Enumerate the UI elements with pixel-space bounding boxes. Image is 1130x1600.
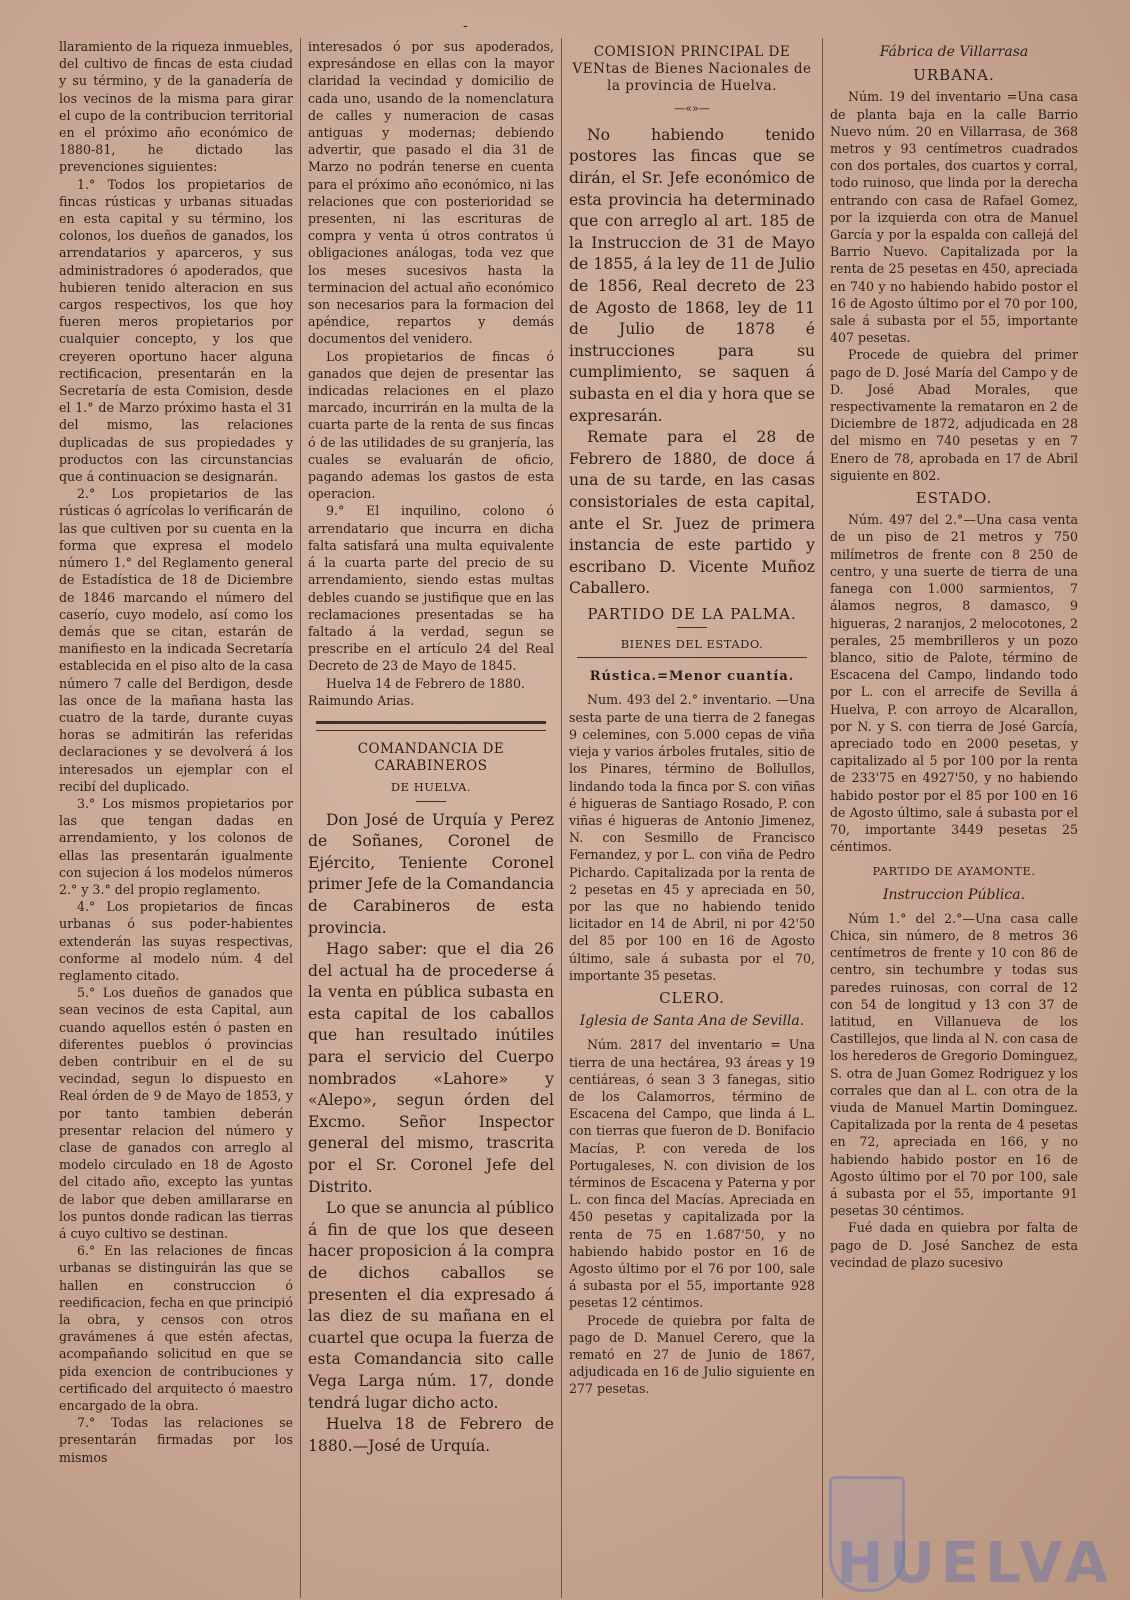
archive-watermark [800, 1470, 1130, 1600]
column-rule [300, 38, 301, 1598]
partido-heading: PARTIDO DE LA PALMA. [587, 604, 797, 623]
estado-heading: ESTADO. [915, 489, 993, 508]
notice-body [308, 810, 554, 1458]
paragraph: Huelva 18 de Febrero de 1880.—José de Urquía. [308, 1415, 554, 1455]
shield-icon [829, 1476, 905, 1592]
urbana-heading: URBANA. [913, 66, 995, 85]
column-rule [561, 38, 562, 1598]
page-mark: - [463, 18, 468, 34]
bienes-heading: BIENES DEL ESTADO. [620, 637, 764, 652]
paragraph: 2.° Los propietarios de las rústicas ó agrícolas lo verificarán de las que cultiven por su cuenta en la forma que expresa el modelo número 1.° del Reglamento general de Estadística de 18 de Diciembre de 1846 marcando el número del caserío, cuyo modelo, así como los demás que se citan, estarán de manifiesto en la indicada Secretaría establecida en el piso alto de la casa número 7 calle del Berdigon, desde las once de la mañana hasta las cuatro de la tarde, durante cuyas horas se admitirán las referidas declaraciones y se devolverá á los interesados un ejemplar con el recibí del duplicado. [59, 486, 293, 794]
section-title: COMANDANCIA DE CARABINEROS [357, 740, 505, 775]
column-1 [52, 38, 300, 1598]
paragraph: Los propietarios de fincas ó ganados que dejen de presentar las indicadas relaciones en el plazo marcado, incurrirán en la multa de la cuarta parte de la renta de sus fincas ó de las utilidades de su granjería, las cuales se evaluarán de oficio, pagando ademas los gastos de esta operacion. [308, 348, 554, 502]
section-title: COMISION PRINCIPAL DE VENtas de Bienes Nacionales de la provincia de Huelva. [572, 44, 812, 95]
paragraph: llaramiento de la riqueza inmuebles, del cultivo de fincas de esta ciudad y su término, y de la ganadería de los vecinos de la misma para girar el cupo de la contribucion territorial en el próximo año económico de 1880-81, he dictado las prevenciones siguientes: [59, 39, 293, 175]
paragraph: Remate para el 28 de Febrero de 1880, de doce á una de su tarde, en las casas consistoriales de esta capital, ante el Sr. Juez de primera instancia de este partido y escribano D. Vicente Muñoz Caballero. [569, 428, 815, 598]
paragraph: 7.° Todas las relaciones se presentarán firmadas por los mismos [59, 1415, 293, 1465]
column-rule [822, 38, 823, 1598]
divider [577, 657, 807, 658]
paragraph: Fué dada en quiebra por falta de pago de D. José Sanchez de esta vecindad de plazo sucesivo [830, 1220, 1078, 1270]
paragraph: 5.° Los dueños de ganados que sean vecinos de esta Capital, aun cuando aquellos estén ó pasten en diferentes pueblos ó provincias deben contribuir en el de su vecindad, segun lo dispuesto en Real órden de 9 de Mayo de 1853, y por tanto tambien deberán presentar relacion del número y clase de ganados con arreglo al modelo circulado en 18 de Agosto del citado año, excepto las yuntas de labor que deben amillararse en los puntos donde radican las tierras á cuyo cultivo se destinan. [59, 985, 293, 1242]
signature: Raimundo Arias. [308, 692, 415, 708]
column-3 [562, 38, 822, 1598]
intro-body [569, 125, 815, 600]
paragraph: 4.° Los propietarios de fincas urbanas ó sus poder-habientes extenderán las suyas respectivas, conforme al modelo núm. 4 del reglamento citado. [59, 899, 293, 983]
paragraph: Lo que se anuncia al público á fin de que los que deseen hacer proposicion á la compra de dichos caballos se presenten el dia expresado á las diez de su mañana en el cuartel que ocupa la fuerza de esta Comandancia sito calle Vega Larga núm. 17, donde tendrá lugar dicho acto. [308, 1199, 554, 1412]
ayamonte-heading: PARTIDO DE AYAMONTE. [872, 864, 1036, 879]
paragraph: Hago saber: que el dia 26 del actual ha de procederse á la venta en pública subasta en esta capital de los caballos que han resultado inútiles para el servicio del Cuerpo nombrados «Lahore» y «Alepo», segun órden del Excmo. Señor Inspector general del mismo, trascrita por el Sr. Coronel Jefe del Distrito. [308, 940, 554, 1196]
paragraph: 9.° El inquilino, colono ó arrendatario que incurra en dicha falta satisfará una multa equivalente á la cuarta parte del precio de su arrendamiento, siendo estas multas debles cuando se justifique que en las reclamaciones presentadas se ha faltado á la verdad, segun se prescribe en el artículo 24 del Real Decreto de 23 de Mayo de 1845. [308, 503, 554, 674]
column-4 [823, 38, 1085, 1598]
columns [52, 38, 1116, 1598]
divider [416, 801, 446, 802]
paragraph: Procede de quiebra por falta de pago de D. Manuel Cerero, que la remató en 27 de Junio de 1867, adjudicada en 16 de Julio siguiente en 277 pesetas. [569, 1312, 815, 1397]
paragraph: No habiendo tenido postores las fincas que se dirán, el Sr. Jefe económico de esta provincia ha determinado que con arreglo al art. 185 de la Instruccion de 31 de Mayo de 1855, á la ley de 11 de Julio de 1856, Real decreto de 23 de Agosto de 1868, ley de 11 de Julio de 1878 é instrucciones para su cumplimiento, se saquen á subasta en el dia y hora que se expresarán. [569, 125, 815, 425]
paragraph: interesados ó por sus apoderados, expresándose en ellas con la mayor claridad la vecindad y domicilio de cada uno, usando de la nomenclatura de calles y numeracion de casas antiguas y modernas; debiendo advertir, que pasado el dia 31 de Marzo no podrán tenerse en cuenta para el próximo año económico, ni las relaciones que con posterioridad se presenten, ni las escrituras de compra y venta ú otros contratos ú obligaciones análogas, toda vez que los meses sucesivos hasta la terminacion del actual año económico son necesarios para la formacion del apéndice, repartos y demás documentos del venidero. [308, 39, 554, 347]
paragraph: 6.° En las relaciones de fincas urbanas se distinguirán las que se hallen en construccion ó reedificacion, fecha en que principió la obra, y censos con otros gravámenes á que estén afectas, acompañando solicitud en que se pida exencion de contribuciones y certificado del arquitecto ó maestro encargado de la obra. [59, 1243, 293, 1414]
paragraph: 1.° Todos los propietarios de fincas rústicas y urbanas situadas en esta capital y su término, los colonos, los dueños de ganados, los arrendatarios y aparceros, y sus administradores ó apoderados, que hubieren tenido alteracion en sus cargos respectivos, los que hoy fueren meros propietarios por cualquier concepto, y los que creyeren oportuno hacer alguna rectificacion, presentarán en la Secretaría de esta Comision, desde el 1.° de Marzo próximo hasta el 31 del mismo, las relaciones duplicadas de sus propiedades y productos con las circunstancias que á continuacion se designarán. [59, 176, 293, 485]
paragraph: Num. 493 del 2.° inventario. —Una sesta parte de una tierra de 2 fanegas 9 celemines, con 5.000 cepas de viña vieja y varios árboles frutales, sitio de los Pinares, término de Bollullos, lindando toda la finca por S. con viñas é higueras de Santiago Rosado, P. con viñas é higueras de Antonio Jimenez, N. con Sesmillo de Francisco Fernandez, y por L. con viña de Pedro Pichardo. Capitalizada por la renta de 2 pesetas en 45 y apreciada en 50, por las que no habiendo tenido licitador en 14 de Abril, ni por 42'50 del 85 por 100 en 16 de Agosto último, sale á subasta por el 70, importante 35 pesetas. [569, 692, 815, 983]
divider [316, 721, 546, 724]
ornament: —«»— [674, 101, 710, 115]
iglesia-heading: Iglesia de Santa Ana de Sevilla. [579, 1013, 805, 1030]
fabrica-heading: Fábrica de Villarrasa [879, 44, 1029, 60]
paragraph: Núm. 19 del inventario =Una casa de planta baja en la calle Barrio Nuevo núm. 20 en Villarrasa, de 368 metros y 93 centímetros cuadrados con dos portales, dos cuartos y corral, todo ruinoso, que linda por la derecha entrando con casa de Rafael Gomez, por la izquierda con otra de Manuel García y por la espalda con callejá del Barrio Nuevo. Capitalizada por la renta de 25 pesetas en 450, apreciada en 740 y no habiendo habido postor el 16 de Agosto último por el 70 por 100, sale á subasta por el 55, importante 407 pesetas. [830, 89, 1078, 346]
watermark-text: HUELVA [836, 1531, 1114, 1596]
paragraph: Don José de Urquía y Perez de Soñanes, Coronel de Ejército, Teniente Coronel primer Jefe de la Comandancia de Carabineros de esta provincia. [308, 810, 554, 937]
paragraph: Núm. 2817 del inventario = Una tierra de una hectárea, 93 áreas y 19 centiáreas, ó sean 3 3 fanegas, sitio de los Calamorros, término de Escacena del Campo, que linda á L. con tierras que fueron de D. Bonifacio Macías, P. con vereda de los Portugaleses, N. con division de los términos de Escacena y Paterna y por L. con finca del Macías. Apreciada en 450 pesetas y capitalizada por la renta de 75 en 1.687'50, y no habiendo habido postor en 16 de Agosto último por el 76 por 100, sale á subasta por el 55, importante 928 pesetas 12 céntimos. [569, 1037, 815, 1311]
paragraph: Núm. 497 del 2.°—Una casa venta de un piso de 21 metros y 750 milímetros de frente con 8 250 de centro, y una suerte de tierra de una fanega con 1.000 sarmientos, 7 álamos negros, 8 damasco, 9 higueras, 2 naranjos, 2 melocotones, 2 perales, 25 membrilleros y un pozo blanco, sitio de Palote, término de Escacena del Campo, lindando todo por L. con el arrecife de Sevilla á Huelva, P. con arroyo de Alcarallon, por N. y S. con tierra de José García, apreciado todo en 2000 pesetas, y capitalizado al 5 por 100 por la renta de 233'75 en 4927'50, y no habiendo habido postor por el 85 por 100 en 16 de Agosto último, sale á subasta por el 70, importante 3449 pesetas 25 céntimos. [830, 512, 1078, 855]
divider [677, 627, 707, 628]
column-2 [301, 38, 561, 1598]
clero-heading: CLERO. [659, 988, 725, 1007]
instruccion-heading: Instruccion Pública. [882, 886, 1026, 903]
section-subtitle: DE HUELVA. [390, 780, 472, 795]
rustica-heading: Rústica.=Menor cuantía. [589, 669, 795, 685]
paragraph: Procede de quiebra del primer pago de D. José María del Campo y de D. José Abad Morales, que respectivamente la remataron en 2 de Diciembre de 1872, adjudicada en 28 del mismo en 740 pesetas y en 7 Enero de 78, aprobada en 17 de Abril siguiente en 802. [830, 347, 1078, 483]
paragraph: Núm 1.° del 2.°—Una casa calle Chica, sin número, de 8 metros 36 centímetros de frente y 10 con 86 de centro, sin techumbre y todas sus paredes ruinosas, con corral de 12 con 54 de longitud y 13 con 37 de latitud, en Villanueva de los Castillejos, que linda al N. con casa de los herederos de Gregorio Dominguez, S. otra de Juan Gomez Rodriguez y los corrales que dan al L. con otra de la viuda de Manuel Martin Dominguez. Capitalizada por la renta de 4 pesetas en 72, apreciada en 166, y no habiendo habido postor en 16 de Agosto último por el 70 por 100, sale á subasta por el 55, importante 91 pesetas 30 céntimos. [830, 910, 1078, 1219]
date-line: Huelva 14 de Febrero de 1880. [326, 675, 525, 691]
divider [316, 730, 546, 731]
paragraph: 3.° Los mismos propietarios por las que tengan dadas en arrendamiento, y los colonos de ellas las presentarán igualmente con sujecion á los modelos números 2.° y 3.° del propio reglamento. [59, 795, 293, 897]
